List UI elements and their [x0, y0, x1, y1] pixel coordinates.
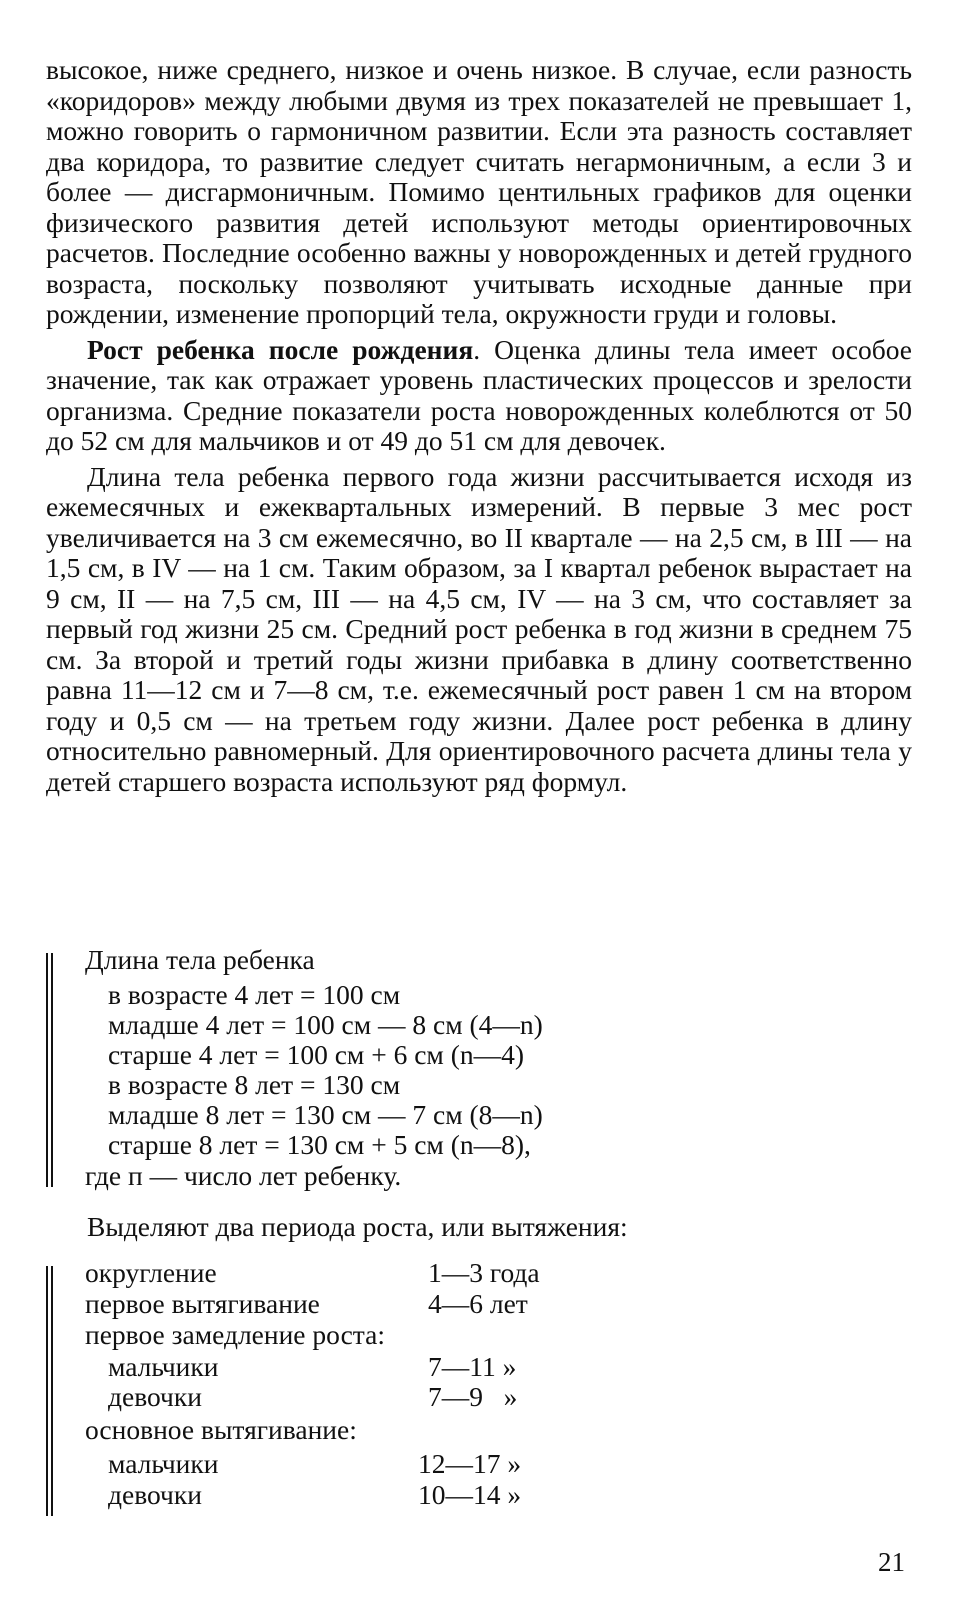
paragraph-3: Длина тела ребенка первого года жизни рассчитывается исходя из ежемесячных и ежеквартальных измерений. В первые 3 мес рост увеличивается на 3 см ежемесячно, во II квартале — на 2,5 см, в III — на 1,5 см, в IV — на 1 см. Таким образом, за I квартал ребенок вырастает на 9 см, II — на 7,5 см, III — на 4,5 см, IV — на 3 см, что составляет за первый год жизни 25 см. Средний рост ребенка в год жизни в среднем 75 см. За второй и третий годы жизни прибавка в длину соответственно равна 11—12 см и 7—8 см, т.е. ежемесячный рост равен 1 см на втором году и 0,5 см — на третьем году жизни. Далее рост ребенка в длину относительно равномерный. Для ориентировочного расчета длины тела у детей старшего возраста используют ряд формул.	[46, 460, 912, 797]
margin-bar	[46, 1266, 48, 1516]
formula-line: младше 8 лет = 130 см — 7 см (8—n)	[108, 1099, 543, 1130]
formula-line: старше 4 лет = 100 см + 6 см (n—4)	[108, 1039, 525, 1070]
periods-intro: Выделяют два периода роста, или вытяжения:	[87, 1211, 628, 1242]
period-label: первое замедление роста:	[85, 1319, 385, 1350]
formula-line: старше 8 лет = 130 см + 5 см (n—8),	[108, 1129, 531, 1160]
period-value: 7—11 »	[428, 1351, 517, 1382]
formula-note: где п — число лет ребенку.	[85, 1160, 402, 1191]
margin-bar	[51, 953, 53, 1187]
period-label: мальчики	[108, 1351, 219, 1382]
page-number: 21	[878, 1547, 905, 1577]
period-label: мальчики	[108, 1448, 219, 1479]
formula-block	[46, 945, 912, 1195]
formula-line: в возрасте 8 лет = 130 см	[108, 1069, 401, 1100]
formula-line: в возрасте 4 лет = 100 см	[108, 979, 401, 1010]
period-label: первое вытягивание	[85, 1288, 320, 1319]
period-label: основное вытягивание:	[85, 1414, 357, 1445]
formula-line: младше 4 лет = 100 см — 8 см (4—n)	[108, 1009, 543, 1040]
paragraph-2-body: . Оценка длины тела имеет особое значение, так как отражает уровень пластических процессов и зрелости организма. Средние показатели роста новорожденных колеблются от 50 до 52 см для мальчиков и от 49 до 51 см для девочек.	[46, 333, 912, 456]
paragraph-2	[46, 335, 912, 457]
body-text	[46, 55, 912, 797]
paragraph-1: высокое, ниже среднего, низкое и очень низкое. В случае, если разность «коридоров» между любыми двумя из трех показателей не превышает 1, можно говорить о гармоничном развитии. Если эта разность составляет два коридора, то развитие следует считать негармоничным, а если 3 и более — дисгармоничным. Помимо центильных графиков для оценки физического развития детей используют методы ориентировочных расчетов. Последние особенно важны у новорожденных и детей грудного возраста, поскольку позволяют учитывать исходные данные при рождении, изменение пропорций тела, окружности груди и головы.	[46, 54, 912, 329]
period-value: 7—9 »	[428, 1381, 518, 1412]
period-value: 4—6 лет	[428, 1288, 528, 1319]
period-label: округление	[85, 1257, 217, 1288]
margin-bar	[51, 1266, 53, 1516]
periods-table	[46, 1258, 912, 1518]
period-label: девочки	[108, 1381, 202, 1412]
margin-bar	[46, 953, 48, 1187]
formula-title: Длина тела ребенка	[85, 944, 315, 975]
period-value: 12—17 »	[418, 1448, 522, 1479]
period-value: 10—14 »	[418, 1479, 522, 1510]
section-heading: Рост ребенка после рождения	[87, 333, 474, 365]
period-value: 1—3 года	[428, 1257, 540, 1288]
period-label: девочки	[108, 1479, 202, 1510]
